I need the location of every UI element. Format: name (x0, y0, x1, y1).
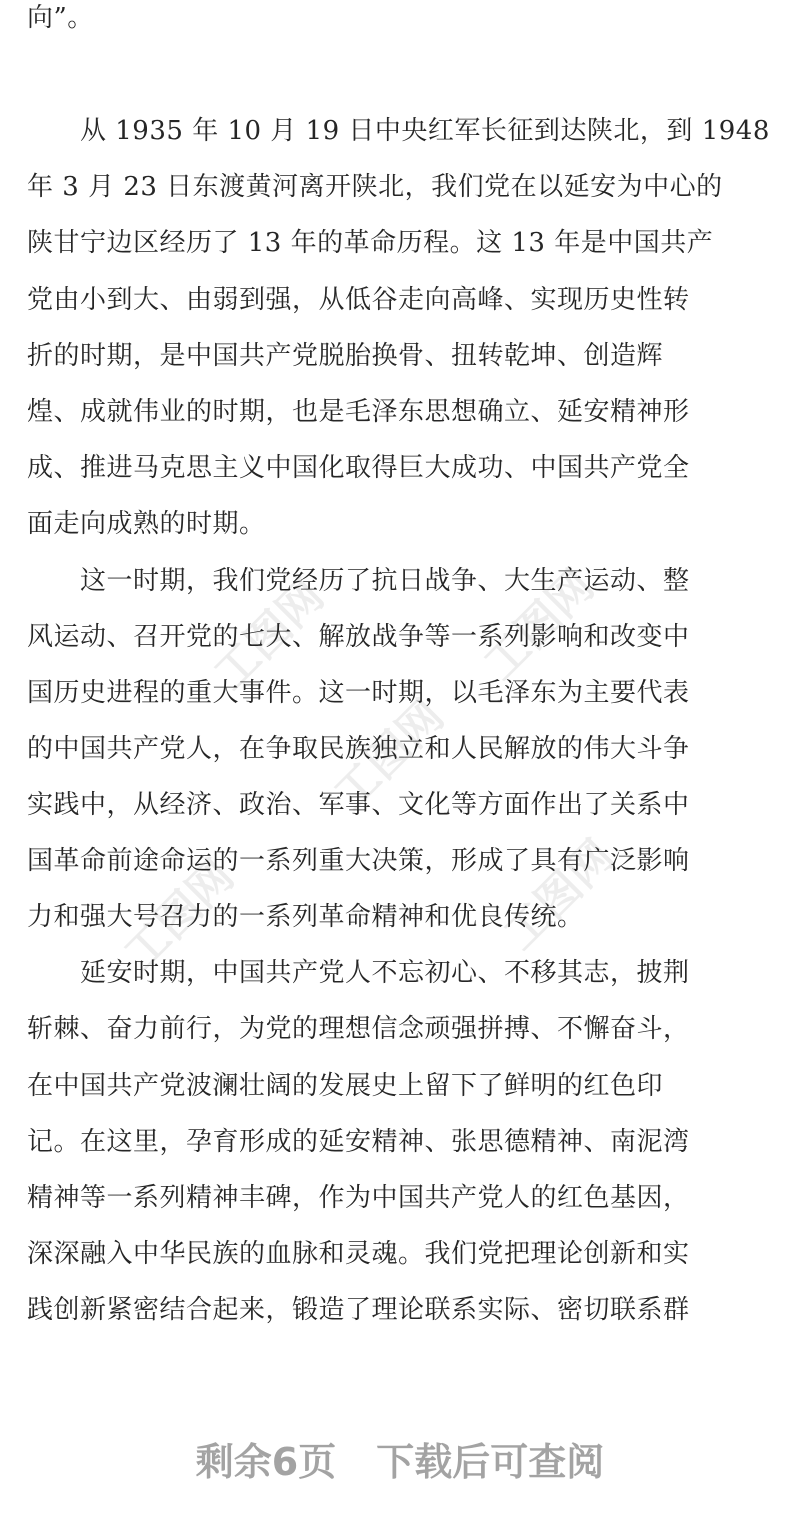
text-line: 在中国共产党波澜壮阔的发展史上留下了鲜明的红色印 (27, 1071, 664, 1101)
watermark: 工图网 (204, 570, 334, 700)
text-line: 陕甘宁边区经历了 13 年的革命历程。这 13 年是中国共产 (27, 228, 714, 258)
text-line: 这一时期，我们党经历了抗日战争、大生产运动、整 (80, 566, 690, 596)
text-line: 国历史进程的重大事件。这一时期，以毛泽东为主要代表 (27, 678, 690, 708)
text-line: 煌、成就伟业的时期，也是毛泽东思想确立、延安精神形 (27, 397, 690, 427)
text-line: 延安时期，中国共产党人不忘初心、不移其志，披荆 (80, 958, 690, 988)
text-line: 践创新紧密结合起来，锻造了理论联系实际、密切联系群 (27, 1295, 690, 1325)
text-line: 风运动、召开党的七大、解放战争等一系列影响和改变中 (27, 622, 690, 652)
text-line: 记。在这里，孕育形成的延安精神、张思德精神、南泥湾 (27, 1127, 690, 1157)
watermark: 工图网 (324, 690, 454, 820)
watermark: 工图网 (474, 560, 604, 690)
text-line: 折的时期，是中国共产党脱胎换骨、扭转乾坤、创造辉 (27, 341, 664, 371)
text-line: 从 1935 年 10 月 19 日中央红军长征到达陕北，到 1948 (80, 116, 770, 146)
text-line: 实践中，从经济、政治、军事、文化等方面作出了关系中 (27, 790, 690, 820)
text-line: 年 3 月 23 日东渡黄河离开陕北，我们党在以延安为中心的 (27, 172, 723, 202)
text-line: 力和强大号召力的一系列革命精神和优良传统。 (27, 902, 584, 932)
download-banner[interactable] (0, 1428, 800, 1488)
text-line: 党由小到大、由弱到强，从低谷走向高峰、实现历史性转 (27, 285, 690, 315)
watermark: 工图网 (114, 850, 244, 980)
text-line: 斩棘、奋力前行，为党的理想信念顽强拼搏、不懈奋斗， (27, 1014, 690, 1044)
watermark: 工图网 (494, 830, 624, 960)
text-line: 的中国共产党人，在争取民族独立和人民解放的伟大斗争 (27, 734, 690, 764)
text-line: 国革命前途命运的一系列重大决策，形成了具有广泛影响 (27, 846, 690, 876)
text-line: 成、推进马克思主义中国化取得巨大成功、中国共产党全 (27, 453, 690, 483)
text-line: 深深融入中华民族的血脉和灵魂。我们党把理论创新和实 (27, 1239, 690, 1269)
text-line: 精神等一系列精神丰碑，作为中国共产党人的红色基因， (27, 1183, 690, 1213)
text-line: 向”。 (27, 3, 94, 33)
download-prompt-label[interactable]: 下载后可查阅 (376, 1439, 605, 1484)
remaining-pages-label[interactable]: 剩余6页 (195, 1439, 337, 1484)
text-line: 面走向成熟的时期。 (27, 509, 266, 539)
